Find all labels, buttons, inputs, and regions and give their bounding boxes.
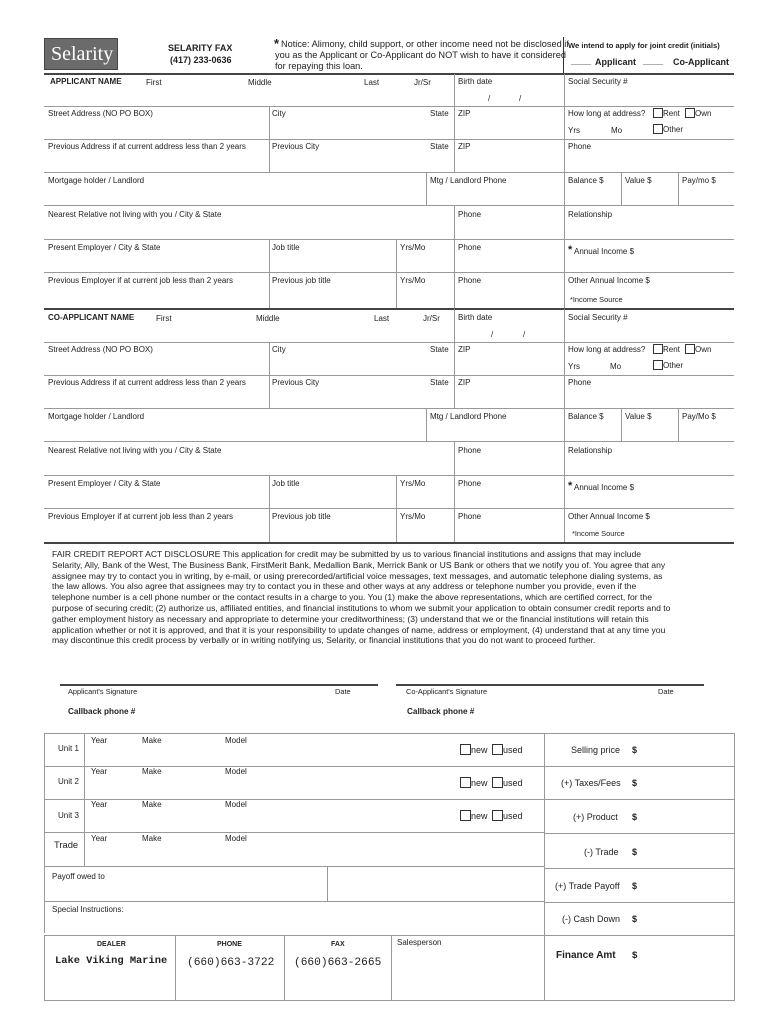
fax-label: FAX xyxy=(331,941,345,948)
grid-line xyxy=(544,766,734,767)
birth-date-slash: / xyxy=(523,330,526,339)
mortgage-holder-label: Mortgage holder / Landlord xyxy=(48,176,145,185)
divider xyxy=(454,475,455,508)
divider xyxy=(454,272,455,308)
divider xyxy=(621,172,622,205)
grid-line xyxy=(327,866,328,901)
row-divider xyxy=(44,408,734,409)
used-checkbox[interactable] xyxy=(492,810,503,821)
grid-line xyxy=(44,1000,734,1001)
last-name-label: Last xyxy=(364,78,380,87)
street-address-label: Street Address (NO PO BOX) xyxy=(48,345,153,354)
divider xyxy=(678,408,679,441)
first-name-label: First xyxy=(146,78,162,87)
dealer-name-value: Lake Viking Marine xyxy=(55,955,168,967)
make-label: Make xyxy=(142,736,162,745)
divider xyxy=(269,375,270,408)
divider xyxy=(396,475,397,508)
row-divider xyxy=(44,239,734,240)
how-long-label: How long at address? xyxy=(568,109,646,118)
model-label: Model xyxy=(225,767,247,776)
divider xyxy=(564,342,565,375)
grid-line xyxy=(44,733,45,933)
city-label: City xyxy=(272,345,286,354)
selling-price-label: Selling price xyxy=(571,745,621,755)
row-divider xyxy=(44,475,734,476)
dollar-sign: $ xyxy=(632,847,638,857)
first-name-label: First xyxy=(156,314,172,323)
row-divider xyxy=(44,375,734,376)
logo-text: Selarity xyxy=(51,43,114,65)
dollar-sign: $ xyxy=(632,812,638,822)
divider xyxy=(269,475,270,508)
value-label: Value $ xyxy=(625,176,652,185)
divider xyxy=(396,239,397,272)
make-label: Make xyxy=(142,834,162,843)
divider xyxy=(564,239,565,272)
present-employer-label: Present Employer / City & State xyxy=(48,243,161,252)
row-divider xyxy=(44,342,734,343)
rent-label: Rent xyxy=(663,109,680,118)
disclosure-line: gather employment history as necessary and appropriate to determine your creditworthiness; (3) understand that we or the financial institutions will retain this xyxy=(52,613,649,624)
trade-payoff-label: (+) Trade Payoff xyxy=(555,881,620,891)
divider xyxy=(678,172,679,205)
callback-phone-label: Callback phone # xyxy=(407,707,475,716)
notice-line-2: you as the Applicant or Co-Applicant do NOT wish to have it considered xyxy=(275,50,566,60)
dealer-label: DEALER xyxy=(97,941,126,948)
signature-date-label: Date xyxy=(335,687,351,696)
divider xyxy=(426,172,427,205)
annual-income-label: Annual Income $ xyxy=(574,247,635,256)
disclosure-line: Selarity, Ally, Bank of the West, The Business Bank, FirstMerit Bank, Medallion Bank, Merrick Bank or US Bank or others that we notify you of. You agree that any xyxy=(52,559,666,570)
own-label: Own xyxy=(695,109,712,118)
ssn-label: Social Security # xyxy=(568,313,628,322)
divider xyxy=(454,239,455,272)
disclosure-line: telephone number is a cell phone number or the contact results in a charge to you. You (1) make the above representations, which are certified correct, for the xyxy=(52,592,652,603)
grid-line xyxy=(544,833,734,834)
used-label: used xyxy=(503,778,523,788)
section-divider xyxy=(44,308,734,310)
street-address-label: Street Address (NO PO BOX) xyxy=(48,109,153,118)
zip-label: ZIP xyxy=(458,378,471,387)
divider xyxy=(269,106,270,139)
model-label: Model xyxy=(225,800,247,809)
dealer-phone-value: (660)663-3722 xyxy=(187,957,275,969)
grid-line xyxy=(544,733,545,1001)
other-income-label: Other Annual Income $ xyxy=(568,512,650,521)
divider xyxy=(454,342,455,375)
divider xyxy=(563,37,564,73)
special-instructions-label: Special Instructions: xyxy=(52,905,124,914)
unit-label: Unit 1 xyxy=(58,744,79,753)
relationship-label: Relationship xyxy=(568,446,613,455)
notice-line-3: for repaying this loan. xyxy=(275,61,363,71)
previous-city-label: Previous City xyxy=(272,378,320,387)
make-label: Make xyxy=(142,767,162,776)
income-source-label: *Income Source xyxy=(570,295,623,304)
divider xyxy=(564,408,565,441)
notice-star: * xyxy=(274,36,280,51)
nearest-relative-label: Nearest Relative not living with you / City & State xyxy=(48,446,222,455)
zip-label: ZIP xyxy=(458,109,471,118)
new-label: new xyxy=(471,811,488,821)
used-checkbox[interactable] xyxy=(492,777,503,788)
model-label: Model xyxy=(225,736,247,745)
used-label: used xyxy=(503,745,523,755)
phone-label: Phone xyxy=(458,479,482,488)
year-label: Year xyxy=(91,767,108,776)
grid-line xyxy=(44,935,544,936)
state-label: State xyxy=(430,142,449,151)
divider xyxy=(564,139,565,172)
divider xyxy=(454,106,455,139)
job-title-label: Job title xyxy=(272,243,300,252)
divider xyxy=(454,508,455,542)
previous-job-label: Previous job title xyxy=(272,512,331,521)
divider xyxy=(564,441,565,475)
cash-down-label: (-) Cash Down xyxy=(562,914,621,924)
divider xyxy=(454,205,455,239)
jrsr-label: Jr/Sr xyxy=(414,78,431,87)
new-label: new xyxy=(471,778,488,788)
mortgage-holder-label: Mortgage holder / Landlord xyxy=(48,412,145,421)
dealer-fax-value: (660)663-2665 xyxy=(294,957,382,969)
disclosure-line: assignee may try to contact you in writing, by e-mail, or using prerecorded/artificial voice messages, text messages, and automatic telephone dialing systems, as xyxy=(52,570,663,581)
pay-per-month-label: Pay/mo $ xyxy=(682,176,716,185)
disclosure-line: FAIR CREDIT REPORT ACT DISCLOSURE This application for credit may be submitted by us to various financial institutions and assigns that may include xyxy=(52,549,642,559)
jrsr-label: Jr/Sr xyxy=(423,314,440,323)
divider xyxy=(269,342,270,375)
mtg-phone-label: Mtg / Landlord Phone xyxy=(430,412,507,421)
divider xyxy=(564,272,565,308)
year-label: Year xyxy=(91,800,108,809)
divider xyxy=(564,74,565,106)
disclosure-line: purpose of securing credit; (2) authorize us, affiliated entities, and financial institutions to whom we submit your application to obtain consumer credit reports and to xyxy=(52,602,671,613)
dollar-sign: $ xyxy=(632,745,638,755)
other-income-label: Other Annual Income $ xyxy=(568,276,650,285)
divider xyxy=(269,508,270,542)
callback-phone-label: Callback phone # xyxy=(68,707,136,716)
divider xyxy=(396,508,397,542)
state-label: State xyxy=(430,345,449,354)
section-divider xyxy=(44,542,734,544)
city-label: City xyxy=(272,109,286,118)
yrs-mo-label: Yrs/Mo xyxy=(400,243,426,252)
row-divider xyxy=(44,205,734,206)
grid-line xyxy=(44,901,544,902)
annual-income-label: Annual Income $ xyxy=(574,483,635,492)
rent-checkbox[interactable] xyxy=(653,344,663,354)
mo-label: Mo xyxy=(610,362,622,371)
used-checkbox[interactable] xyxy=(492,744,503,755)
dollar-sign: $ xyxy=(632,778,638,788)
grid-line xyxy=(544,868,734,869)
grid-line xyxy=(44,832,544,833)
mtg-phone-label: Mtg / Landlord Phone xyxy=(430,176,507,185)
mo-label: Mo xyxy=(611,126,623,135)
grid-line xyxy=(44,866,544,867)
dollar-sign: $ xyxy=(632,881,638,891)
annual-income-star: * xyxy=(568,244,573,256)
state-label: State xyxy=(430,378,449,387)
own-label: Own xyxy=(695,345,712,354)
present-employer-label: Present Employer / City & State xyxy=(48,479,161,488)
yrs-mo-label: Yrs/Mo xyxy=(400,479,426,488)
trade-label: Trade xyxy=(54,839,79,850)
phone-label: PHONE xyxy=(217,941,242,948)
zip-label: ZIP xyxy=(458,345,471,354)
dollar-sign: $ xyxy=(632,950,638,961)
yrs-mo-label: Yrs/Mo xyxy=(400,512,426,521)
row-divider xyxy=(44,441,734,442)
divider xyxy=(564,375,565,408)
grid-line xyxy=(544,902,734,903)
disclosure-line: application whether or not it is approved, and that it is your responsibility to update changes of name, address or employment, (4) understand that at any time you xyxy=(52,624,666,635)
zip-label: ZIP xyxy=(458,142,471,151)
annual-income-star: * xyxy=(568,480,573,492)
fax-number: (417) 233-0636 xyxy=(170,55,232,65)
applicant-signature-label: Applicant's Signature xyxy=(68,687,138,696)
ssn-label: Social Security # xyxy=(568,77,628,86)
grid-line xyxy=(175,935,176,1000)
joint-coapplicant: Co-Applicant xyxy=(673,57,729,67)
yrs-label: Yrs xyxy=(568,126,580,135)
birth-date-slash: / xyxy=(491,330,494,339)
divider xyxy=(564,309,565,342)
new-checkbox[interactable] xyxy=(460,744,471,755)
middle-name-label: Middle xyxy=(256,314,280,323)
relationship-label: Relationship xyxy=(568,210,613,219)
row-divider xyxy=(44,508,734,509)
birth-date-slash: / xyxy=(519,94,522,103)
finance-amount-label: Finance Amt xyxy=(556,950,616,961)
divider xyxy=(621,408,622,441)
state-label: State xyxy=(430,109,449,118)
disclosure-line: may discontinue this credit process by verbally or in writing notifying us, Selarity, or financial institutions that you do not want to proceed further. xyxy=(52,635,596,646)
divider xyxy=(454,441,455,475)
how-long-label: How long at address? xyxy=(568,345,646,354)
grid-line xyxy=(284,935,285,1000)
selarity-logo xyxy=(44,38,118,70)
phone-label: Phone xyxy=(568,378,592,387)
divider xyxy=(564,106,565,139)
previous-address-label: Previous Address if at current address less than 2 years xyxy=(48,142,246,151)
yrs-mo-label: Yrs/Mo xyxy=(400,276,426,285)
applicant-signature-line[interactable] xyxy=(60,684,378,686)
balance-label: Balance $ xyxy=(568,176,604,185)
divider xyxy=(564,205,565,239)
other-checkbox[interactable] xyxy=(653,360,663,370)
middle-name-label: Middle xyxy=(248,78,272,87)
rent-checkbox[interactable] xyxy=(653,108,663,118)
divider xyxy=(396,272,397,308)
coapplicant-signature-label: Co-Applicant's Signature xyxy=(406,687,488,696)
own-checkbox[interactable] xyxy=(685,108,695,118)
balance-label: Balance $ xyxy=(568,412,604,421)
joint-credit-title: We intend to apply for joint credit (initials) xyxy=(568,41,720,50)
phone-label: Phone xyxy=(568,142,592,151)
coapplicant-signature-line[interactable] xyxy=(396,684,704,686)
disclosure-line: the law allows. You also agree that assignees may try to contact you in these and other ways at any address or telephone number you provide, even if the xyxy=(52,581,637,592)
grid-line xyxy=(734,733,735,1001)
used-label: used xyxy=(503,811,523,821)
row-divider xyxy=(44,172,734,173)
product-label: (+) Product xyxy=(573,812,618,822)
birth-date-slash: / xyxy=(488,94,491,103)
taxes-fees-label: (+) Taxes/Fees xyxy=(561,778,621,788)
yrs-label: Yrs xyxy=(568,362,580,371)
previous-city-label: Previous City xyxy=(272,142,320,151)
divider xyxy=(454,74,455,106)
new-checkbox[interactable] xyxy=(460,810,471,821)
other-checkbox[interactable] xyxy=(653,124,663,134)
last-name-label: Last xyxy=(374,314,390,323)
grid-line xyxy=(44,935,45,1000)
grid-line xyxy=(44,799,544,800)
divider xyxy=(564,172,565,205)
unit-label: Unit 2 xyxy=(58,777,79,786)
divider xyxy=(269,139,270,172)
new-checkbox[interactable] xyxy=(460,777,471,788)
value-label: Value $ xyxy=(625,412,652,421)
section-divider xyxy=(44,73,734,75)
rent-label: Rent xyxy=(663,345,680,354)
joint-blank-1: ____ xyxy=(571,56,592,66)
grid-line xyxy=(391,935,392,1000)
model-label: Model xyxy=(225,834,247,843)
dollar-sign: $ xyxy=(632,914,638,924)
unit-label: Unit 3 xyxy=(58,811,79,820)
coapplicant-section-title: CO-APPLICANT NAME xyxy=(48,313,135,322)
row-divider xyxy=(44,139,734,140)
payoff-owed-label: Payoff owed to xyxy=(52,872,105,881)
make-label: Make xyxy=(142,800,162,809)
phone-label: Phone xyxy=(458,210,482,219)
notice-line-1: Notice: Alimony, child support, or other income need not be disclosed if xyxy=(281,39,569,49)
divider xyxy=(426,408,427,441)
divider xyxy=(269,272,270,308)
grid-line xyxy=(44,766,544,767)
income-source-label: *Income Source xyxy=(572,529,625,538)
signature-date-label: Date xyxy=(658,687,674,696)
joint-blank-2: ____ xyxy=(643,56,664,66)
previous-job-label: Previous job title xyxy=(272,276,331,285)
new-label: new xyxy=(471,745,488,755)
other-label: Other xyxy=(663,125,684,134)
fcra-disclosure xyxy=(52,549,732,646)
previous-employer-label: Previous Employer if at current job less than 2 years xyxy=(48,276,233,285)
row-divider xyxy=(44,272,734,273)
divider xyxy=(454,139,455,172)
divider xyxy=(564,475,565,508)
previous-address-label: Previous Address if at current address less than 2 years xyxy=(48,378,246,387)
nearest-relative-label: Nearest Relative not living with you / City & State xyxy=(48,210,222,219)
joint-applicant: Applicant xyxy=(595,57,637,67)
other-label: Other xyxy=(663,361,684,370)
birth-date-label: Birth date xyxy=(458,313,493,322)
row-divider xyxy=(44,106,734,107)
year-label: Year xyxy=(91,834,108,843)
job-title-label: Job title xyxy=(272,479,300,488)
trade-value-label: (-) Trade xyxy=(584,847,619,857)
divider xyxy=(454,309,455,342)
birth-date-label: Birth date xyxy=(458,77,493,86)
previous-employer-label: Previous Employer if at current job less than 2 years xyxy=(48,512,233,521)
divider xyxy=(269,239,270,272)
own-checkbox[interactable] xyxy=(685,344,695,354)
grid-line xyxy=(544,935,734,936)
phone-label: Phone xyxy=(458,243,482,252)
phone-label: Phone xyxy=(458,276,482,285)
divider xyxy=(454,375,455,408)
grid-line xyxy=(544,799,734,800)
phone-label: Phone xyxy=(458,446,482,455)
divider xyxy=(564,508,565,542)
salesperson-label: Salesperson xyxy=(397,938,442,947)
pay-per-month-label: Pay/Mo $ xyxy=(682,412,716,421)
year-label: Year xyxy=(91,736,108,745)
grid-line xyxy=(44,733,734,734)
phone-label: Phone xyxy=(458,512,482,521)
applicant-section-title: APPLICANT NAME xyxy=(50,77,122,86)
fax-title: SELARITY FAX xyxy=(168,43,233,53)
